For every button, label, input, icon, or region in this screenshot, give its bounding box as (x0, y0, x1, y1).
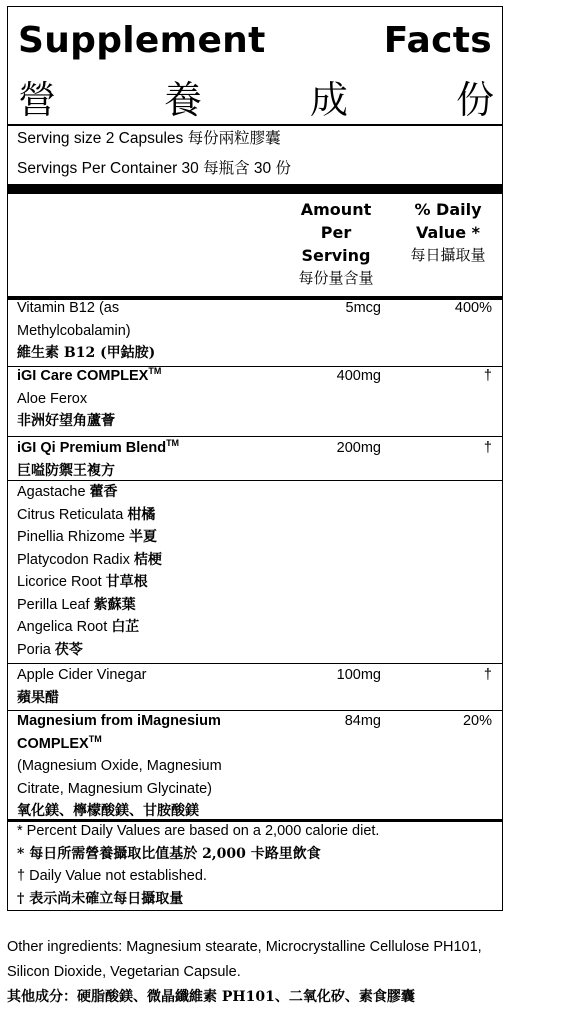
title-word-supplement: Supplement (18, 20, 266, 61)
list-item: Platycodon Radix 桔梗 (17, 551, 162, 568)
serving-size: Serving size 2 Capsules 每份兩粒膠囊 (17, 130, 281, 147)
list-item: Perilla Leaf 紫蘇葉 (17, 596, 136, 613)
amount: 400mg (336, 368, 381, 384)
thick-divider (8, 184, 502, 194)
footnote-not-established: † Daily Value not established. (17, 868, 207, 884)
amount-per-serving-header: Amount Per Serving 每份量含量 (298, 200, 374, 287)
supplement-facts-panel: Supplement Facts 營 養 成 份 Serving size 2 Capsules 每份兩粒膠囊 Servings Per Container 30 每瓶含 30 份 Amount Per Serving 每份量含量 % Daily Value * 每日攝取量 Vitamin B12 (as Methylcobalamin) 維生素 B12 (甲鈷胺) 5mcg 400% iGI Care COMPLEX™ Aloe Ferox 非洲好望角蘆薈 400mg † iGI Qi Premium Blend™ 巨嗌防禦王複方 200mg † Agastache 藿香 Citrus Reticulata 柑橘 Pinellia Rhizome 半夏 Platycodon Radix 桔梗 Licorice Root 甘草根 Perilla Leaf 紫蘇葉 Angelica Root 白芷 Poria 茯苓 Apple Cider Vinegar 蘋果醋 100mg † Magnesium from iMagnesium COMPLEX™ (Magnesium Oxide, Magnesium Citrate, Magnesium Glycinate) 氧化鎂、檸檬酸鎂、甘胺酸鎂 84mg 20% * Percent Daily Values are based on a 2,000 calorie diet. * 每日所需營養攝取比值基於 2,000 卡路里飲食 † Daily Value not established. † 表示尚未確立每日攝取量 (7, 6, 503, 911)
title-zh-char: 份 (455, 78, 494, 122)
title-zh-char: 養 (163, 78, 202, 122)
footnote-daily-values-zh: * 每日所需營養攝取比值基於 2,000 卡路里飲食 (17, 846, 321, 862)
title-chinese (18, 77, 494, 123)
daily-value: 400% (454, 300, 492, 316)
footnote-not-established-zh: † 表示尚未確立每日攝取量 (17, 891, 184, 907)
footnote-daily-values: * Percent Daily Values are based on a 2,000 calorie diet. (17, 823, 380, 839)
list-item: Pinellia Rhizome 半夏 (17, 529, 158, 545)
list-item: Agastache 藿香 (17, 484, 118, 500)
amount: 5mcg (345, 300, 381, 316)
amount: 200mg (336, 440, 381, 456)
title-zh-char: 營 (18, 78, 57, 122)
amount: 84mg (344, 713, 381, 729)
title-zh-char: 成 (309, 78, 348, 122)
divider (8, 124, 502, 126)
daily-value-header: % Daily Value * 每日攝取量 (410, 200, 486, 264)
amount: 100mg (336, 667, 381, 683)
daily-value: † (483, 440, 492, 456)
title-word-facts: Facts (383, 20, 492, 61)
daily-value: † (483, 368, 492, 384)
list-item: Citrus Reticulata 柑橘 (17, 506, 156, 523)
daily-value: 20% (462, 713, 492, 729)
daily-value: † (483, 667, 492, 683)
other-ingredients: Other ingredients: Magnesium stearate, Microcrystalline Cellulose PH101, Silicon Dioxide, Vegetarian Capsule. 其他成分：硬脂酸鎂、微晶纖維素 PH101、二氧化矽、素食膠囊 (7, 939, 482, 1005)
list-item: Poria 茯苓 (17, 641, 83, 658)
list-item: Licorice Root 甘草根 (17, 574, 148, 590)
list-item: Angelica Root 白芷 (17, 619, 140, 635)
title-english (18, 21, 492, 61)
servings-per-container: Servings Per Container 30 每瓶含 30 份 (17, 160, 291, 177)
